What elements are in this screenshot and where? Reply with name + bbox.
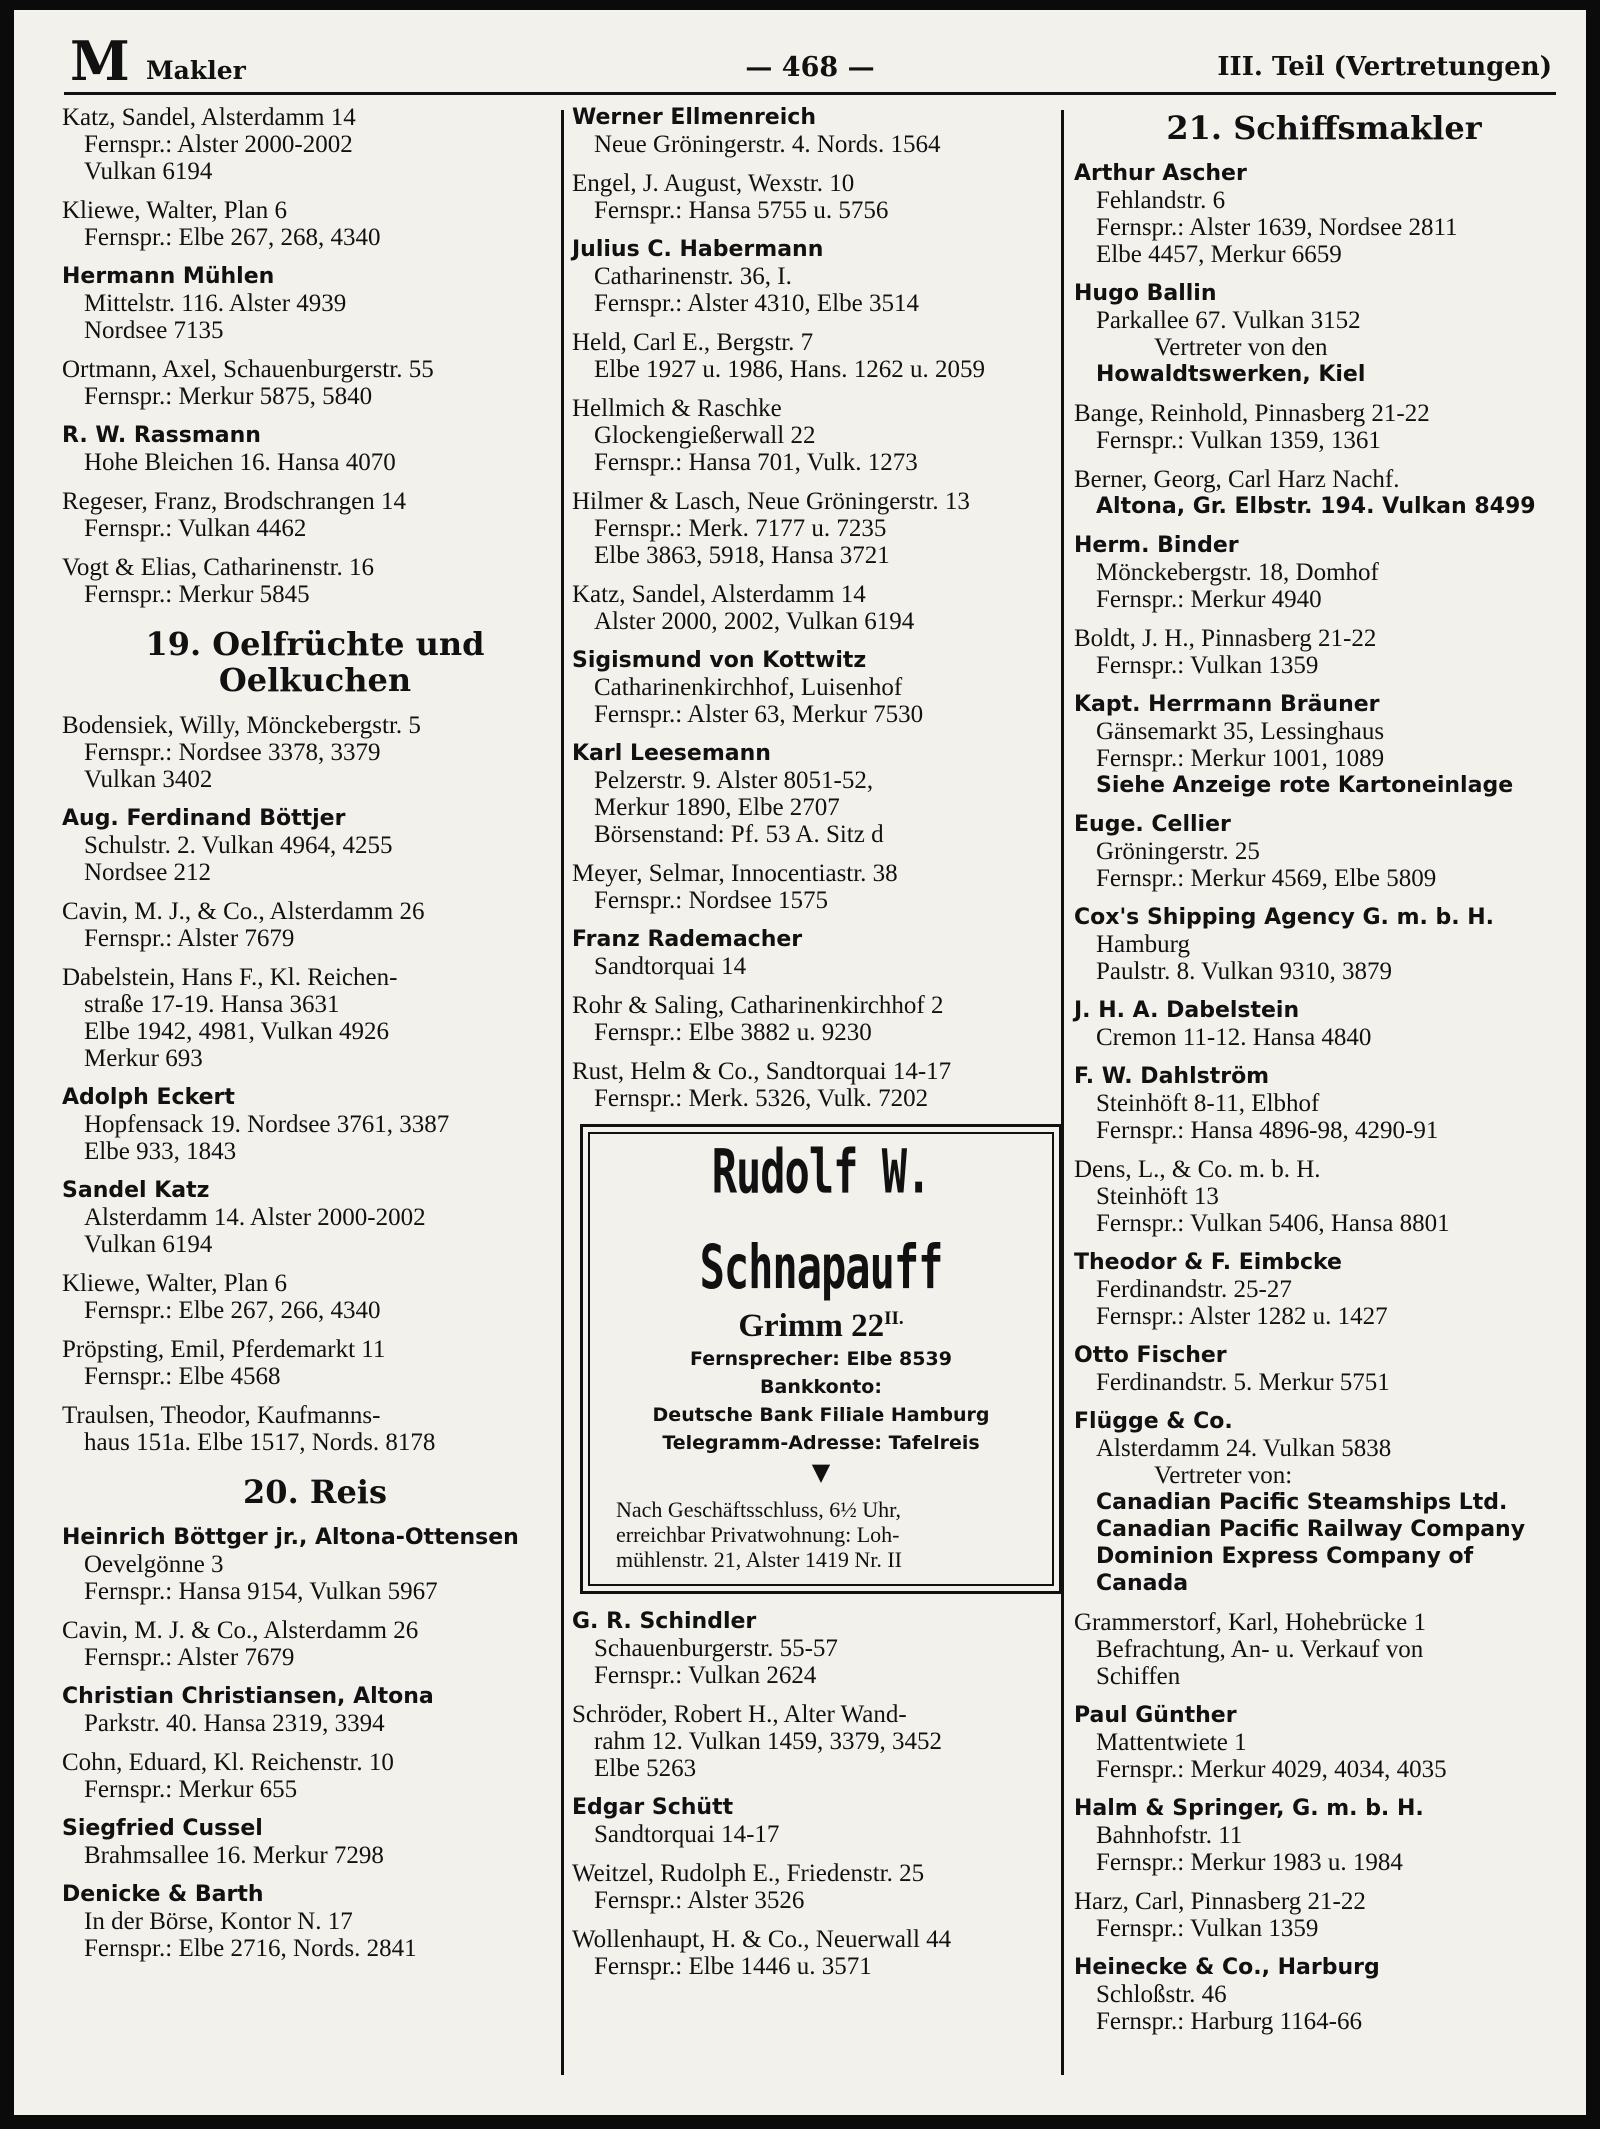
entry-name: Heinecke & Co., Harburg bbox=[1074, 1955, 1380, 1980]
directory-entry bbox=[62, 1270, 568, 1324]
entry-name: Julius C. Habermann bbox=[572, 237, 824, 262]
entry-name: Rust, Helm & Co., Sandtorquai 14-17 bbox=[572, 1058, 952, 1085]
entry-name: Sandel Katz bbox=[62, 1178, 210, 1203]
entry-name: Halm & Springer, G. m. b. H. bbox=[1074, 1796, 1424, 1821]
entry-detail: In der Börse, Kontor N. 17 bbox=[84, 1908, 353, 1935]
entry-detail: Elbe 4457, Merkur 6659 bbox=[1096, 241, 1342, 268]
directory-entry bbox=[572, 647, 1066, 728]
directory-entry bbox=[1074, 1156, 1574, 1237]
entry-detail: Fernspr.: Alster 7679 bbox=[84, 925, 295, 952]
section-heading-line: 19. Oelfrüchte und bbox=[145, 625, 485, 663]
down-arrow-icon: ▼ bbox=[811, 1458, 831, 1486]
entry-detail: Howaldtswerken, Kiel bbox=[1096, 362, 1366, 387]
entry-detail: Fernspr.: Merkur 655 bbox=[84, 1776, 298, 1803]
entry-detail: Alsterdamm 14. Alster 2000-2002 bbox=[84, 1204, 426, 1231]
entry-name: Karl Leesemann bbox=[572, 741, 771, 766]
ad-address-street: Grimm 22 bbox=[738, 1308, 885, 1344]
column-2-entries bbox=[572, 104, 1066, 1112]
entry-detail: Neue Gröningerstr. 4. Nords. 1564 bbox=[594, 131, 941, 158]
directory-entry bbox=[1074, 1702, 1574, 1783]
entry-detail: Fernspr.: Hansa 9154, Vulkan 5967 bbox=[84, 1578, 438, 1605]
entry-name: Kapt. Herrmann Bräuner bbox=[1074, 692, 1380, 717]
ad-note-line: erreichbar Privatwohnung: Loh- bbox=[616, 1522, 900, 1547]
entry-name: Arthur Ascher bbox=[1074, 161, 1247, 186]
ad-address-floor: II. bbox=[884, 1308, 904, 1329]
directory-entry bbox=[1074, 1063, 1574, 1144]
entry-detail: Fernspr.: Merk. 7177 u. 7235 bbox=[594, 515, 887, 542]
entry-name: Franz Rademacher bbox=[572, 927, 803, 952]
directory-entry bbox=[1074, 1609, 1574, 1690]
entry-detail: Fernspr.: Alster 7679 bbox=[84, 1644, 295, 1671]
entry-name: Herm. Binder bbox=[1074, 533, 1239, 558]
entry-detail: Merkur 693 bbox=[84, 1045, 203, 1072]
entry-detail: Fernspr.: Alster 2000-2002 bbox=[84, 131, 353, 158]
entry-detail: Elbe 5263 bbox=[594, 1755, 697, 1782]
column-1 bbox=[62, 104, 568, 2095]
entry-detail: Fernspr.: Elbe 1446 u. 3571 bbox=[594, 1953, 872, 1980]
entry-detail: Bahnhofstr. 11 bbox=[1096, 1822, 1243, 1849]
entry-name: Denicke & Barth bbox=[62, 1882, 264, 1907]
directory-entry bbox=[1074, 811, 1574, 892]
entry-detail: Pelzerstr. 9. Alster 8051-52, bbox=[594, 767, 874, 794]
entry-name: F. W. Dahlström bbox=[1074, 1064, 1270, 1089]
entry-name: Vogt & Elias, Catharinenstr. 16 bbox=[62, 554, 375, 581]
directory-entry bbox=[62, 554, 568, 608]
entry-detail: Fernspr.: Nordsee 1575 bbox=[594, 887, 828, 914]
entry-detail: Vulkan 3402 bbox=[84, 766, 213, 793]
entry-name: Flügge & Co. bbox=[1074, 1409, 1233, 1434]
directory-entry bbox=[1074, 1795, 1574, 1876]
entry-name: Schröder, Robert H., Alter Wand- bbox=[572, 1701, 907, 1728]
entry-detail: Fernspr.: Merk. 5326, Vulk. 7202 bbox=[594, 1085, 929, 1112]
directory-entry bbox=[1074, 904, 1574, 985]
entry-name: Meyer, Selmar, Innocentiastr. 38 bbox=[572, 860, 898, 887]
entry-detail: Altona, Gr. Elbstr. 194. Vulkan 8499 bbox=[1096, 494, 1536, 519]
directory-entry bbox=[62, 964, 568, 1072]
entry-detail: haus 151a. Elbe 1517, Nords. 8178 bbox=[84, 1429, 436, 1456]
directory-entry bbox=[62, 356, 568, 410]
entry-detail: Fernspr.: Alster 3526 bbox=[594, 1887, 805, 1914]
entry-name: Kliewe, Walter, Plan 6 bbox=[62, 197, 287, 224]
column-3 bbox=[1074, 104, 1574, 2095]
directory-entry bbox=[1074, 160, 1574, 268]
entry-detail: Fernspr.: Vulkan 2624 bbox=[594, 1662, 817, 1689]
entry-detail: Alsterdamm 24. Vulkan 5838 bbox=[1096, 1435, 1392, 1462]
directory-entry bbox=[572, 1794, 1066, 1848]
entry-name: Weitzel, Rudolph E., Friedenstr. 25 bbox=[572, 1860, 925, 1887]
ad-phone: Fernsprecher: Elbe 8539 bbox=[690, 1348, 952, 1370]
part-title: III. Teil (Vertretungen) bbox=[1217, 52, 1552, 82]
directory-entry bbox=[572, 860, 1066, 914]
entry-detail: Fernspr.: Harburg 1164-66 bbox=[1096, 2008, 1362, 2035]
ad-bank: Deutsche Bank Filiale Hamburg bbox=[652, 1404, 990, 1426]
entry-detail: Fernspr.: Merkur 1983 u. 1984 bbox=[1096, 1849, 1403, 1876]
entry-detail: Steinhöft 8-11, Elbhof bbox=[1096, 1090, 1320, 1117]
entry-name: Werner Ellmenreich bbox=[572, 105, 816, 130]
entry-name: Engel, J. August, Wexstr. 10 bbox=[572, 170, 855, 197]
entry-detail: Fernspr.: Vulkan 1359 bbox=[1096, 1915, 1319, 1942]
entry-name: Christian Christiansen, Altona bbox=[62, 1684, 434, 1709]
section-heading-line: Oelkuchen bbox=[218, 661, 412, 699]
entry-detail: Elbe 933, 1843 bbox=[84, 1138, 237, 1165]
directory-entry bbox=[62, 805, 568, 886]
ad-bank-label: Bankkonto: bbox=[760, 1376, 882, 1398]
entry-detail: Befrachtung, An- u. Verkauf von bbox=[1096, 1636, 1424, 1663]
entry-name: Rohr & Saling, Catharinenkirchhof 2 bbox=[572, 992, 944, 1019]
ad-firm-name: Rudolf W. Schnapauff bbox=[699, 1135, 943, 1303]
entry-name: Katz, Sandel, Alsterdamm 14 bbox=[62, 104, 356, 131]
entry-name: G. R. Schindler bbox=[572, 1609, 757, 1634]
section-heading-line: 20. Reis bbox=[243, 1473, 387, 1511]
directory-entry bbox=[572, 1926, 1066, 1980]
directory-entry bbox=[1074, 532, 1574, 613]
entry-detail: Börsenstand: Pf. 53 A. Sitz d bbox=[594, 821, 884, 848]
entry-name: Ortmann, Axel, Schauenburgerstr. 55 bbox=[62, 356, 434, 383]
directory-entry bbox=[572, 992, 1066, 1046]
entry-detail: Mittelstr. 116. Alster 4939 bbox=[84, 290, 347, 317]
entry-detail: Glockengießerwall 22 bbox=[594, 422, 816, 449]
entry-detail: Hamburg bbox=[1096, 931, 1190, 958]
entry-detail: Mattentwiete 1 bbox=[1096, 1729, 1247, 1756]
directory-entry bbox=[572, 1860, 1066, 1914]
directory-entry bbox=[62, 422, 568, 476]
directory-entry bbox=[572, 740, 1066, 848]
entry-detail: Catharinenstr. 36, I. bbox=[594, 263, 792, 290]
section-title: Makler bbox=[146, 56, 246, 85]
entry-name: Paul Günther bbox=[1074, 1703, 1237, 1728]
directory-entry bbox=[62, 1749, 568, 1803]
directory-entry bbox=[62, 1084, 568, 1165]
directory-entry bbox=[62, 197, 568, 251]
entry-detail: Fernspr.: Elbe 267, 266, 4340 bbox=[84, 1297, 381, 1324]
entry-name: Otto Fischer bbox=[1074, 1343, 1227, 1368]
entry-name: Traulsen, Theodor, Kaufmanns- bbox=[62, 1402, 381, 1429]
directory-entry bbox=[62, 1617, 568, 1671]
entry-name: Hermann Mühlen bbox=[62, 264, 275, 289]
directory-entry bbox=[1074, 625, 1574, 679]
ad-note-line: mühlenstr. 21, Alster 1419 Nr. II bbox=[616, 1547, 902, 1572]
entry-name: Held, Carl E., Bergstr. 7 bbox=[572, 329, 814, 356]
directory-entry bbox=[1074, 280, 1574, 388]
entry-detail: Hohe Bleichen 16. Hansa 4070 bbox=[84, 449, 396, 476]
entry-detail: Cremon 11-12. Hansa 4840 bbox=[1096, 1024, 1372, 1051]
entry-name: Euge. Cellier bbox=[1074, 812, 1231, 837]
entry-name: Cohn, Eduard, Kl. Reichenstr. 10 bbox=[62, 1749, 394, 1776]
entry-detail: Fernspr.: Merkur 1001, 1089 bbox=[1096, 745, 1385, 772]
section-letter: M bbox=[70, 29, 130, 93]
entry-name: J. H. A. Dabelstein bbox=[1074, 998, 1300, 1023]
entry-detail: Siehe Anzeige rote Kartoneinlage bbox=[1096, 773, 1514, 798]
entry-detail: Gänsemarkt 35, Lessinghaus bbox=[1096, 718, 1385, 745]
entry-detail: Steinhöft 13 bbox=[1096, 1183, 1219, 1210]
entry-detail: Brahmsallee 16. Merkur 7298 bbox=[84, 1842, 384, 1869]
directory-entry bbox=[1074, 691, 1574, 799]
directory-entry bbox=[572, 1701, 1066, 1782]
entry-name: Boldt, J. H., Pinnasberg 21-22 bbox=[1074, 625, 1377, 652]
entry-detail: Fernspr.: Merkur 4940 bbox=[1096, 586, 1322, 613]
directory-entry bbox=[1074, 466, 1574, 520]
directory-entry bbox=[62, 1815, 568, 1869]
directory-entry bbox=[1074, 1408, 1574, 1597]
entry-detail: Schulstr. 2. Vulkan 4964, 4255 bbox=[84, 832, 393, 859]
entry-detail: Sandtorquai 14 bbox=[594, 953, 747, 980]
entry-detail: Paulstr. 8. Vulkan 9310, 3879 bbox=[1096, 958, 1392, 985]
directory-entry bbox=[572, 1058, 1066, 1112]
entry-detail: Ferdinandstr. 5. Merkur 5751 bbox=[1096, 1369, 1390, 1396]
entry-detail: Fernspr.: Nordsee 3378, 3379 bbox=[84, 739, 381, 766]
directory-entry bbox=[1074, 1249, 1574, 1330]
entry-detail: Elbe 1942, 4981, Vulkan 4926 bbox=[84, 1018, 389, 1045]
entry-detail: Parkstr. 40. Hansa 2319, 3394 bbox=[84, 1710, 385, 1737]
entry-detail: Fernspr.: Elbe 4568 bbox=[84, 1363, 281, 1390]
directory-entry bbox=[572, 236, 1066, 317]
entry-name: Berner, Georg, Carl Harz Nachf. bbox=[1074, 466, 1400, 493]
entry-detail: Vertreter von den bbox=[1154, 334, 1328, 361]
section-heading bbox=[62, 1474, 568, 1510]
entry-detail: Dominion Express Company of bbox=[1096, 1544, 1474, 1569]
directory-entry bbox=[1074, 1954, 1574, 2035]
directory-entry bbox=[62, 1524, 568, 1605]
directory-entry bbox=[572, 926, 1066, 980]
directory-entry bbox=[572, 170, 1066, 224]
entry-name: Cox's Shipping Agency G. m. b. H. bbox=[1074, 905, 1495, 930]
entry-detail: Fernspr.: Vulkan 1359 bbox=[1096, 652, 1319, 679]
entry-name: Hugo Ballin bbox=[1074, 281, 1217, 306]
entry-detail: Fernspr.: Merkur 5875, 5840 bbox=[84, 383, 373, 410]
ad-note bbox=[598, 1497, 1044, 1572]
directory-entry bbox=[62, 898, 568, 952]
entry-name: Heinrich Böttger jr., Altona-Ottensen bbox=[62, 1525, 519, 1550]
entry-name: Regeser, Franz, Brodschrangen 14 bbox=[62, 488, 407, 515]
entry-detail: Fernspr.: Alster 1639, Nordsee 2811 bbox=[1096, 214, 1458, 241]
entry-detail: Mönckebergstr. 18, Domhof bbox=[1096, 559, 1379, 586]
entry-detail: Sandtorquai 14-17 bbox=[594, 1821, 780, 1848]
entry-name: Harz, Carl, Pinnasberg 21-22 bbox=[1074, 1888, 1366, 1915]
entry-detail: Fernspr.: Hansa 4896-98, 4290-91 bbox=[1096, 1117, 1439, 1144]
directory-entry bbox=[62, 712, 568, 793]
directory-entry bbox=[1074, 400, 1574, 454]
entry-detail: Oevelgönne 3 bbox=[84, 1551, 224, 1578]
entry-name: Sigismund von Kottwitz bbox=[572, 648, 867, 673]
page-number: — 468 — bbox=[745, 52, 875, 83]
entry-name: R. W. Rassmann bbox=[62, 423, 261, 448]
directory-entry bbox=[62, 1177, 568, 1258]
entry-detail: Canada bbox=[1096, 1571, 1189, 1596]
advertisement bbox=[580, 1124, 1062, 1594]
entry-detail: Gröningerstr. 25 bbox=[1096, 838, 1260, 865]
entry-detail: Fernspr.: Merkur 5845 bbox=[84, 581, 310, 608]
column-2-entries-after-ad bbox=[572, 1608, 1066, 1980]
entry-detail: Fernspr.: Elbe 2716, Nords. 2841 bbox=[84, 1935, 417, 1962]
entry-detail: Fernspr.: Merkur 4029, 4034, 4035 bbox=[1096, 1756, 1447, 1783]
entry-detail: Fernspr.: Vulkan 4462 bbox=[84, 515, 307, 542]
entry-detail: Fernspr.: Alster 1282 u. 1427 bbox=[1096, 1303, 1388, 1330]
directory-entry bbox=[572, 104, 1066, 158]
entry-detail: Fernspr.: Hansa 701, Vulk. 1273 bbox=[594, 449, 918, 476]
entry-detail: Canadian Pacific Steamships Ltd. bbox=[1096, 1490, 1508, 1515]
directory-entry bbox=[572, 581, 1066, 635]
entry-detail: Fernspr.: Merkur 4569, Elbe 5809 bbox=[1096, 865, 1437, 892]
entry-detail: Fernspr.: Elbe 267, 268, 4340 bbox=[84, 224, 381, 251]
entry-name: Cavin, M. J. & Co., Alsterdamm 26 bbox=[62, 1617, 419, 1644]
directory-entry bbox=[62, 104, 568, 185]
entry-detail: Schloßstr. 46 bbox=[1096, 1981, 1227, 2008]
entry-name: Kliewe, Walter, Plan 6 bbox=[62, 1270, 287, 1297]
entry-detail: Fernspr.: Elbe 3882 u. 9230 bbox=[594, 1019, 872, 1046]
entry-name: Cavin, M. J., & Co., Alsterdamm 26 bbox=[62, 898, 425, 925]
directory-entry bbox=[62, 263, 568, 344]
entry-detail: Fernspr.: Vulkan 5406, Hansa 8801 bbox=[1096, 1210, 1450, 1237]
entry-detail: Fehlandstr. 6 bbox=[1096, 187, 1226, 214]
entry-detail: Catharinenkirchhof, Luisenhof bbox=[594, 674, 903, 701]
ad-note-line: Nach Geschäftsschluss, 6½ Uhr, bbox=[616, 1497, 902, 1522]
entry-name: Edgar Schütt bbox=[572, 1795, 734, 1820]
entry-detail: Ferdinandstr. 25-27 bbox=[1096, 1276, 1292, 1303]
entry-detail: Fernspr.: Alster 4310, Elbe 3514 bbox=[594, 290, 919, 317]
entry-detail: rahm 12. Vulkan 1459, 3379, 3452 bbox=[594, 1728, 943, 1755]
entry-name: Hellmich & Raschke bbox=[572, 395, 782, 422]
directory-entry bbox=[62, 488, 568, 542]
entry-name: Bodensiek, Willy, Mönckebergstr. 5 bbox=[62, 712, 421, 739]
entry-name: Grammerstorf, Karl, Hohebrücke 1 bbox=[1074, 1609, 1426, 1636]
directory-entry bbox=[1074, 997, 1574, 1051]
directory-entry bbox=[572, 1608, 1066, 1689]
directory-page bbox=[14, 10, 1586, 2115]
entry-detail: Vulkan 6194 bbox=[84, 158, 213, 185]
directory-entry bbox=[572, 395, 1066, 476]
entry-name: Wollenhaupt, H. & Co., Neuerwall 44 bbox=[572, 1926, 952, 1953]
entry-detail: Fernspr.: Alster 63, Merkur 7530 bbox=[594, 701, 924, 728]
entry-name: Bange, Reinhold, Pinnasberg 21-22 bbox=[1074, 400, 1430, 427]
entry-detail: Parkallee 67. Vulkan 3152 bbox=[1096, 307, 1361, 334]
entry-detail: Vulkan 6194 bbox=[84, 1231, 213, 1258]
entry-name: Katz, Sandel, Alsterdamm 14 bbox=[572, 581, 866, 608]
column-2 bbox=[572, 104, 1066, 2095]
entry-detail: straße 17-19. Hansa 3631 bbox=[84, 991, 340, 1018]
entry-name: Hilmer & Lasch, Neue Gröningerstr. 13 bbox=[572, 488, 970, 515]
entry-detail: Nordsee 7135 bbox=[84, 317, 224, 344]
entry-detail: Nordsee 212 bbox=[84, 859, 212, 886]
entry-detail: Fernspr.: Vulkan 1359, 1361 bbox=[1096, 427, 1381, 454]
directory-entry bbox=[572, 329, 1066, 383]
entry-name: Dens, L., & Co. m. b. H. bbox=[1074, 1156, 1321, 1183]
entry-name: Adolph Eckert bbox=[62, 1085, 235, 1110]
entry-detail: Schauenburgerstr. 55-57 bbox=[594, 1635, 838, 1662]
section-heading bbox=[62, 626, 568, 698]
ad-telegram: Telegramm-Adresse: Tafelreis bbox=[662, 1432, 980, 1454]
entry-detail: Canadian Pacific Railway Company bbox=[1096, 1517, 1526, 1542]
entry-name: Siegfried Cussel bbox=[62, 1816, 263, 1841]
directory-entry bbox=[1074, 1888, 1574, 1942]
entry-name: Dabelstein, Hans F., Kl. Reichen- bbox=[62, 964, 398, 991]
entry-name: Aug. Ferdinand Böttjer bbox=[62, 806, 346, 831]
entry-detail: Merkur 1890, Elbe 2707 bbox=[594, 794, 840, 821]
entry-detail: Fernspr.: Hansa 5755 u. 5756 bbox=[594, 197, 889, 224]
entry-detail: Elbe 3863, 5918, Hansa 3721 bbox=[594, 542, 890, 569]
section-heading-line: 21. Schiffsmakler bbox=[1166, 109, 1482, 147]
entry-detail: Hopfensack 19. Nordsee 3761, 3387 bbox=[84, 1111, 450, 1138]
entry-detail: Schiffen bbox=[1096, 1663, 1181, 1690]
entry-detail: Elbe 1927 u. 1986, Hans. 1262 u. 2059 bbox=[594, 356, 985, 383]
directory-entry bbox=[62, 1402, 568, 1456]
advertisement-inner bbox=[588, 1132, 1054, 1586]
section-heading bbox=[1074, 110, 1574, 146]
directory-entry bbox=[62, 1336, 568, 1390]
page-header bbox=[64, 29, 1556, 95]
entry-name: Theodor & F. Eimbcke bbox=[1074, 1250, 1342, 1275]
directory-entry bbox=[62, 1683, 568, 1737]
entry-detail: Vertreter von: bbox=[1154, 1462, 1293, 1489]
directory-entry bbox=[1074, 1342, 1574, 1396]
directory-entry bbox=[572, 488, 1066, 569]
entry-name: Pröpsting, Emil, Pferdemarkt 11 bbox=[62, 1336, 386, 1363]
directory-entry bbox=[62, 1881, 568, 1962]
entry-detail: Alster 2000, 2002, Vulkan 6194 bbox=[594, 608, 915, 635]
